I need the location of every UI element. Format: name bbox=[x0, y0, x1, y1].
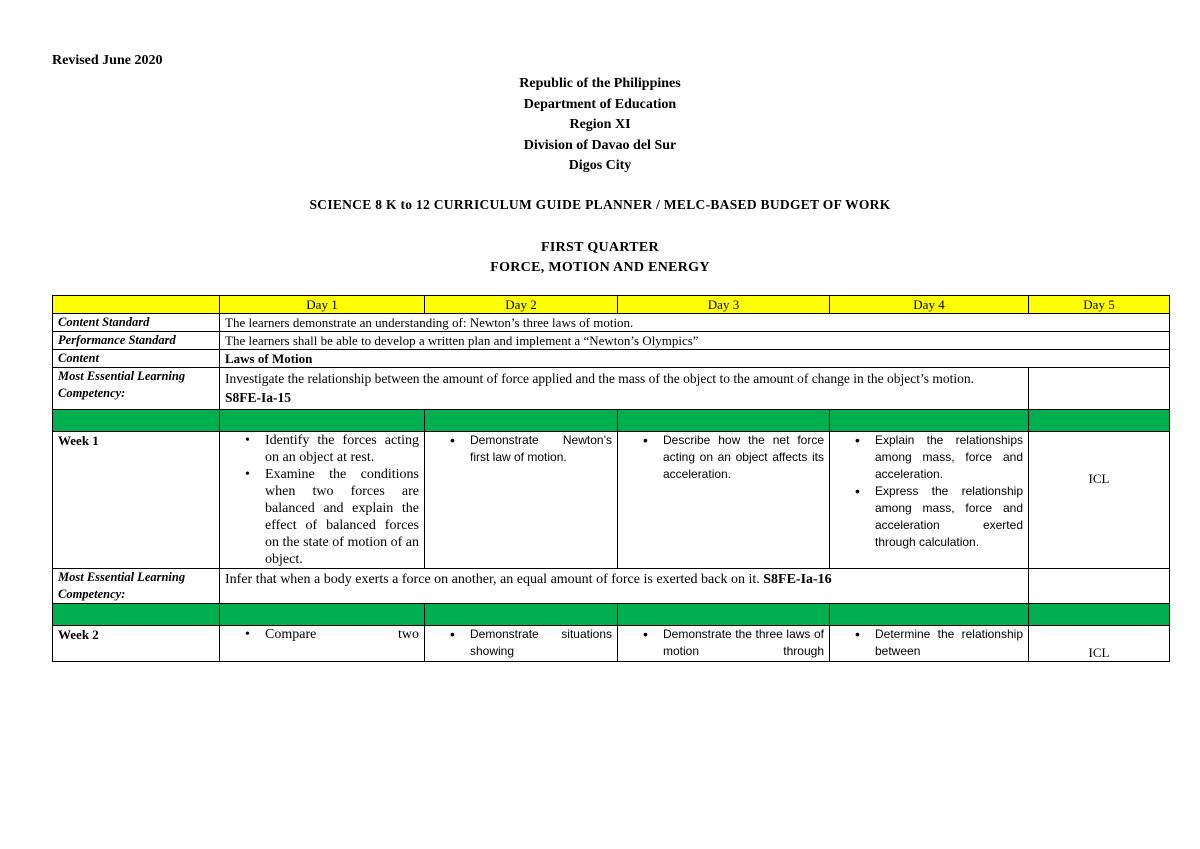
quarter-label: FIRST QUARTER bbox=[541, 240, 659, 255]
week-1-day-2 bbox=[425, 432, 618, 569]
melc-2-label: Most Essential Learning Competency: bbox=[53, 569, 220, 604]
week-1-day-4 bbox=[830, 432, 1029, 569]
week-1-row bbox=[53, 432, 1170, 569]
list-item: • Explain the relationships among mass, force and acceleration. bbox=[875, 432, 1023, 483]
content-standard-row bbox=[53, 314, 1170, 332]
corner-cell bbox=[53, 296, 220, 314]
melc-1-label: Most Essential Learning Competency: bbox=[53, 368, 220, 410]
week-2-day-5: ICL bbox=[1029, 626, 1170, 662]
header-line-division: Division of Davao del Sur bbox=[523, 137, 677, 153]
divider-cell bbox=[53, 410, 220, 432]
melc-2-cell bbox=[220, 569, 1029, 604]
performance-standard-text: The learners shall be able to develop a written plan and implement a “Newton’s Olympics” bbox=[220, 332, 1170, 350]
week-2-day-2 bbox=[425, 626, 618, 662]
list-item: • Describe how the net force acting on an object affects its acceleration. bbox=[663, 432, 824, 483]
day-3-header: Day 3 bbox=[618, 296, 830, 314]
melc-1-cell bbox=[220, 368, 1029, 410]
subject-label: FORCE, MOTION AND ENERGY bbox=[490, 260, 710, 275]
header-line-country: Republic of the Philippines bbox=[519, 76, 681, 91]
divider-cell bbox=[1029, 604, 1170, 626]
week-2-day-4 bbox=[830, 626, 1029, 662]
melc-2-day5-cell bbox=[1029, 569, 1170, 604]
week-1-label: Week 1 bbox=[53, 432, 220, 569]
divider-row-2 bbox=[53, 604, 1170, 626]
melc-2-row bbox=[53, 569, 1170, 604]
divider-cell bbox=[220, 410, 425, 432]
day-header-row bbox=[53, 296, 1170, 314]
melc-1-text: Investigate the relationship between the amount of force applied and the mass of the object to the amount of change in the object’s motion. bbox=[225, 371, 975, 386]
header-line-region: Region XI bbox=[569, 117, 631, 132]
melc-2-text: Infer that when a body exerts a force on another, an equal amount of force is exerted back on it. bbox=[225, 572, 760, 587]
melc-1-day5-cell bbox=[1029, 368, 1170, 410]
week-2-day-1 bbox=[220, 626, 425, 662]
list-item: • Identify the forces acting on an object at rest. bbox=[265, 432, 419, 466]
day-2-header: Day 2 bbox=[425, 296, 618, 314]
document-title: SCIENCE 8 K to 12 CURRICULUM GUIDE PLANNER / MELC-BASED BUDGET OF WORK bbox=[309, 197, 891, 212]
melc-2-code: S8FE-Ia-16 bbox=[763, 572, 832, 587]
melc-1-code: S8FE-Ia-15 bbox=[225, 390, 292, 405]
week-2-label: Week 2 bbox=[53, 626, 220, 662]
divider-cell bbox=[220, 604, 425, 626]
list-item: • Demonstrate Newton’s first law of motion. bbox=[470, 432, 612, 466]
list-item: • Determine the relationship between bbox=[875, 626, 1023, 660]
day-4-header: Day 4 bbox=[830, 296, 1029, 314]
header-line-department: Department of Education bbox=[523, 96, 677, 112]
divider-row-1 bbox=[53, 410, 1170, 432]
melc-1-row bbox=[53, 368, 1170, 410]
divider-cell bbox=[830, 410, 1029, 432]
divider-cell bbox=[425, 410, 618, 432]
week-2-day-3 bbox=[618, 626, 830, 662]
content-standard-label: Content Standard bbox=[53, 314, 220, 332]
revised-date: Revised June 2020 bbox=[52, 53, 163, 68]
performance-standard-label: Performance Standard bbox=[53, 332, 220, 350]
performance-standard-row bbox=[53, 332, 1170, 350]
week-1-day-3 bbox=[618, 432, 830, 569]
list-item: • Demonstrate the three laws of motion through bbox=[663, 626, 824, 660]
header-line-city: Digos City bbox=[568, 158, 632, 173]
divider-cell bbox=[830, 604, 1029, 626]
divider-cell bbox=[618, 604, 830, 626]
agency-header bbox=[0, 74, 1200, 177]
divider-cell bbox=[1029, 410, 1170, 432]
budget-of-work-table bbox=[52, 295, 1170, 662]
quarter-heading bbox=[0, 238, 1200, 278]
week-2-row bbox=[53, 626, 1170, 662]
list-item: • Demonstrate situations showing bbox=[470, 626, 612, 660]
list-item: • Examine the conditions when two forces are balanced and explain the effect of balanced forces on the state of motion of an object. bbox=[265, 466, 419, 568]
list-item: • Express the relationship among mass, force and acceleration exerted through calculation. bbox=[875, 483, 1023, 551]
list-item: • Compare two bbox=[265, 626, 419, 643]
divider-cell bbox=[425, 604, 618, 626]
content-row bbox=[53, 350, 1170, 368]
divider-cell bbox=[618, 410, 830, 432]
week-1-day-5: ICL bbox=[1029, 432, 1170, 569]
divider-cell bbox=[53, 604, 220, 626]
content-text: Laws of Motion bbox=[220, 350, 1170, 368]
content-standard-text: The learners demonstrate an understanding of: Newton’s three laws of motion. bbox=[220, 314, 1170, 332]
day-5-header: Day 5 bbox=[1029, 296, 1170, 314]
day-1-header: Day 1 bbox=[220, 296, 425, 314]
week-1-day-1 bbox=[220, 432, 425, 569]
content-label: Content bbox=[53, 350, 220, 368]
